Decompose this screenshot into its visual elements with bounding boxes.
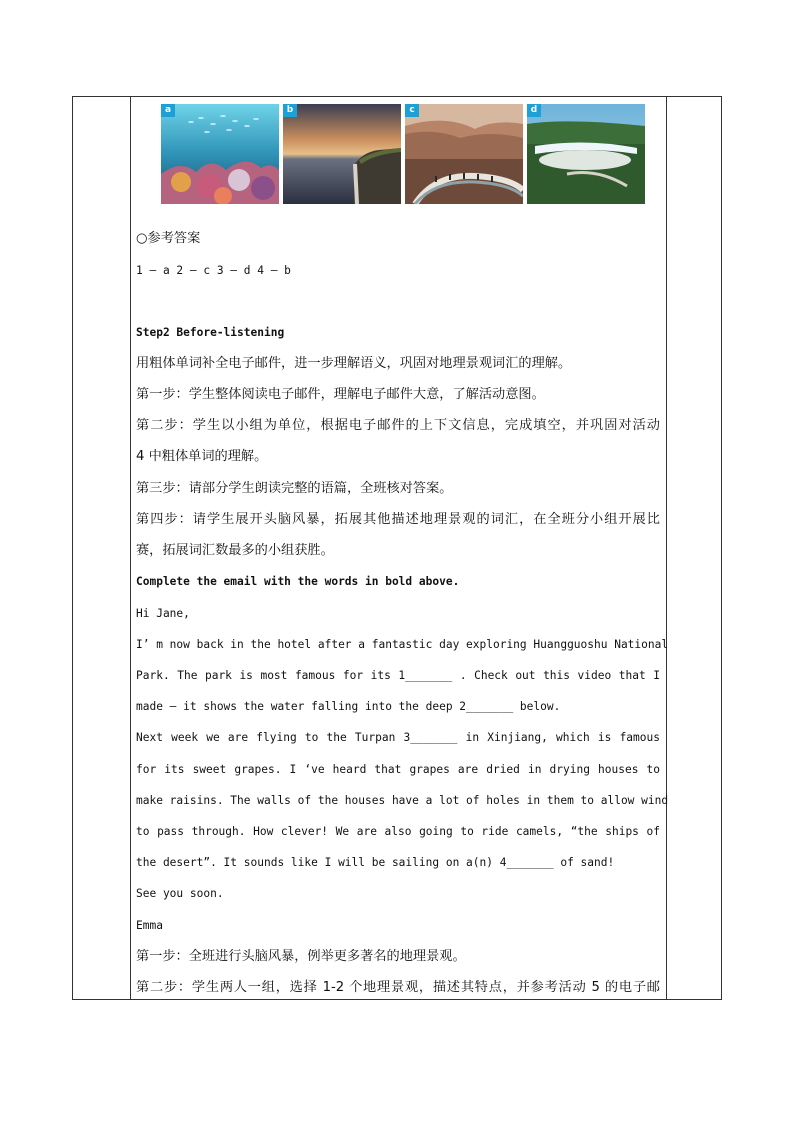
answer-heading: ○参考答案 xyxy=(136,231,201,246)
right-column-divider xyxy=(666,97,667,999)
email-line-7: to pass through. How clever! We are also going to ride camels, “the ships of xyxy=(136,825,660,838)
step2-intro: 用粗体单词补全电子邮件，进一步理解语义，巩固对地理景观词汇的理解。 xyxy=(136,356,572,371)
email-line-3: made – it shows the water falling into the deep 2_______ below. xyxy=(136,700,561,713)
brainstorm-step-two: 第二步：学生两人一组，选择 1-2 个地理景观，描述其特点，并参考活动 5 的电子邮 xyxy=(136,980,660,995)
photo-label-b: b xyxy=(283,104,297,117)
waterfall-photo-icon xyxy=(527,104,645,204)
brainstorm-step-one: 第一步：全班进行头脑风暴，例举更多著名的地理景观。 xyxy=(136,949,466,964)
step-four-line-2: 赛，拓展词汇数最多的小组获胜。 xyxy=(136,543,334,558)
content-cell xyxy=(136,97,669,1001)
photo-label-a: a xyxy=(161,104,175,117)
left-column-divider xyxy=(130,97,131,999)
step-four-line-1: 第四步：请学生展开头脑风暴，拓展其他描述地理景观的词汇，在全班分小组开展比 xyxy=(136,512,660,527)
answer-key: 1 – a 2 – c 3 – d 4 – b xyxy=(136,264,291,277)
step-two-line-2: 4 中粗体单词的理解。 xyxy=(136,449,268,464)
email-line-1: I’ m now back in the hotel after a fantastic day exploring Huangguoshu National xyxy=(136,638,669,651)
photo-a xyxy=(161,104,279,204)
email-line-2: Park. The park is most famous for its 1_______ . Check out this video that I xyxy=(136,669,660,682)
email-closing: See you soon. xyxy=(136,887,224,900)
step-one: 第一步：学生整体阅读电子邮件，理解电子邮件大意，了解活动意图。 xyxy=(136,387,545,402)
email-line-8: the desert”. It sounds like I will be sailing on a(n) 4_______ of sand! xyxy=(136,856,615,869)
photo-label-c: c xyxy=(405,104,419,117)
photo-b xyxy=(283,104,401,204)
photo-c xyxy=(405,104,523,204)
task-instruction: Complete the email with the words in bold above. xyxy=(136,575,460,588)
photo-label-d: d xyxy=(527,104,541,117)
step2-title: Step2 Before-listening xyxy=(136,326,285,339)
coastal-cliff-photo-icon xyxy=(283,104,401,204)
lesson-table xyxy=(72,96,722,1000)
email-greeting: Hi Jane, xyxy=(136,607,190,620)
coral-reef-photo-icon xyxy=(161,104,279,204)
step-three: 第三步：请部分学生朗读完整的语篇，全班核对答案。 xyxy=(136,481,453,496)
email-signature: Emma xyxy=(136,919,163,932)
step-two-line-1: 第二步：学生以小组为单位，根据电子邮件的上下文信息，完成填空，并巩固对活动 xyxy=(136,418,660,433)
email-line-6: make raisins. The walls of the houses have a lot of holes in them to allow wind xyxy=(136,794,669,807)
email-line-5: for its sweet grapes. I ‘ve heard that grapes are dried in drying houses to xyxy=(136,763,660,776)
photo-d xyxy=(527,104,645,204)
canyon-skywalk-photo-icon xyxy=(405,104,523,204)
email-line-4: Next week we are flying to the Turpan 3_______ in Xinjiang, which is famous xyxy=(136,731,660,744)
